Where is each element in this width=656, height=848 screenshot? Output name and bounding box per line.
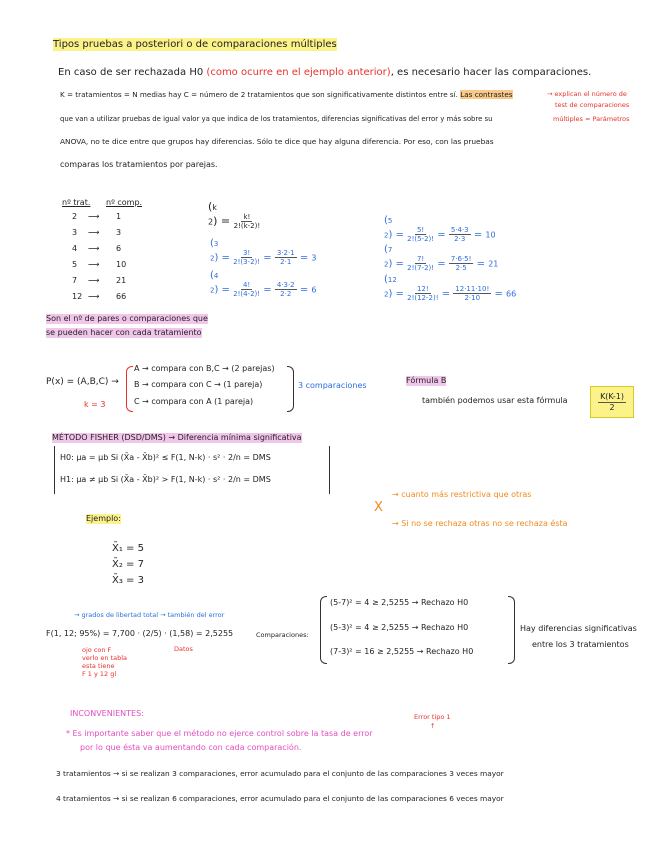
example-label: Ejemplo:	[86, 514, 121, 523]
page-title: Tipos pruebas a posteriori o de comparaciones múltiples	[53, 39, 337, 50]
intro-1c: , es necesario hacer las comparaciones.	[390, 67, 592, 78]
f5-bot: 2!(5-2)!	[407, 235, 435, 243]
inconvenientes-title: INCONVENIENTES:	[70, 709, 144, 718]
table-caption-1: Son el nº de pares o comparaciones que	[46, 314, 208, 323]
table-row-c: 66	[116, 292, 127, 301]
pairs-alt-box	[590, 386, 634, 418]
pairs-result: 3 comparaciones	[298, 381, 367, 390]
pairs-lead: P(x) = (A,B,C) →	[46, 377, 119, 387]
table-row-arrow: ⟶	[88, 276, 100, 285]
table-row-c: 3	[116, 228, 122, 237]
f7-mid-bot: 2·5	[455, 264, 467, 272]
f7-mid-top: 7·6·5!	[450, 255, 472, 263]
dms-title: MÉTODO FISHER (DSD/DMS) → Diferencia mínima significativa	[52, 433, 302, 442]
pairs-alt-text: también podemos usar esta fórmula	[422, 396, 568, 405]
pairs-bracket-right	[287, 366, 294, 412]
f3-top: 3!	[242, 249, 251, 257]
f12-top: 12!	[416, 285, 429, 293]
f4-res: 6	[311, 285, 317, 295]
table-row-c: 21	[116, 276, 127, 285]
example-x2: X̄₂ = 7	[112, 559, 144, 570]
pairs-a: A → compara con B,C → (2 parejas)	[134, 364, 275, 373]
f3-res: 3	[311, 253, 317, 263]
table-caption-2: se pueden hacer con cada tratamiento	[46, 328, 202, 337]
intro-line-3: que van a utilizar pruebas de igual valor ya que indica de los tratamientos, diferencias significativas del error y más sobre su	[60, 115, 493, 123]
intro-line-1	[58, 66, 591, 79]
f7-top: 7!	[416, 255, 425, 263]
formula-k7: (7 2) = $\frac{7!}{2!(7-2)!}$ = $\frac{7\cdot 6\cdot 5!}{2\cdot 5}$ = 21	[384, 244, 499, 272]
table-header-c: nº comp.	[106, 198, 143, 207]
inconvenientes-error-tipo: Error tipo 1	[414, 713, 451, 721]
pairs-alt-label: Fórmula B	[406, 376, 447, 385]
table-row-k: 7	[72, 276, 78, 285]
intro-2d: test de comparaciones	[555, 101, 630, 109]
dms-row-1: H0: μa = μb Si (X̄a - X̄b)² ≤ F(1, N-k) · s² · 2/n = DMS	[60, 453, 271, 462]
table-header-k: nº trat.	[62, 198, 91, 207]
intro-line-4: ANOVA, no te dice entre que grupos hay diferencias. Sólo te dice que hay alguna diferencia. Por eso, con las pruebas	[60, 137, 494, 146]
f4-mid-top: 4·3·2	[276, 281, 295, 289]
table-row-c: 6	[116, 244, 122, 253]
example-x3: X̄₃ = 3	[112, 575, 144, 586]
example-comparaciones-label: Comparaciones:	[256, 631, 309, 639]
f5-mid-bot: 2·3	[454, 235, 466, 243]
intro-3b: múltiples = Parámetros	[553, 115, 630, 123]
table-row-c: 1	[116, 212, 122, 221]
example-red-4: F 1 y 12 gl	[82, 670, 117, 678]
formula-k3: (3 2) = $\frac{3!}{2!(3-2)!}$ = $\frac{3\cdot 2\cdot 1}{2\cdot 1}$ = 3	[210, 238, 317, 266]
intro-line-5: comparas los tratamientos por parejas.	[60, 160, 218, 169]
intro-2a: K = tratamientos = N medias hay C = número de 2 tratamientos que son significativamente distintos entre sí.	[60, 90, 458, 99]
example-x1: X̄₁ = 5	[112, 543, 144, 554]
table-row-k: 2	[72, 212, 78, 221]
intro-1b: (como ocurre en el ejemplo anterior)	[206, 67, 391, 78]
table-row-k: 4	[72, 244, 78, 253]
table-row-c: 10	[116, 260, 127, 269]
inconvenientes-line-4: 4 tratamientos → si se realizan 6 comparaciones, error acumulado para el conjunto de las comparaciones 6 veces mayor	[56, 794, 504, 803]
intro-2c: → explican el número de	[547, 90, 627, 98]
formula-general: (k 2) = $\frac{k!}{2!(k-2)!}$	[208, 200, 261, 230]
pairs-alt-bot: 2	[609, 402, 615, 412]
intro-line-2	[60, 89, 513, 101]
dms-row-2: H1: μa ≠ μb Si (X̄a - X̄b)² > F(1, N-k) · s² · 2/n = DMS	[60, 475, 271, 484]
formula-general-top: k!	[243, 213, 251, 221]
formula-general-bot: 2!(k-2)!	[233, 222, 261, 230]
example-bracket-right	[508, 596, 515, 664]
example-c3: (7-3)² = 16 ≥ 2,5255 → Rechazo H0	[330, 647, 474, 656]
example-red-5: Datos	[174, 645, 193, 653]
example-c2: (5-3)² = 4 ≥ 2,5255 → Rechazo H0	[330, 623, 469, 632]
example-c1: (5-7)² = 4 ≥ 2,5255 → Rechazo H0	[330, 598, 469, 607]
intro-2b: Las contrastes	[460, 90, 513, 99]
inconvenientes-line-2: por lo que ésta va aumentando con cada comparación.	[80, 743, 302, 752]
f5-top: 5!	[416, 226, 425, 234]
example-conclusion-1: Hay diferencias significativas	[520, 624, 637, 633]
f4-bot: 2!(4-2)!	[233, 290, 261, 298]
example-red-3: esta tiene	[82, 662, 115, 670]
f12-mid-bot: 2·10	[464, 294, 481, 302]
note-mark: X	[374, 500, 383, 515]
f4-mid-bot: 2·2	[280, 290, 292, 298]
f3-mid-bot: 2·1	[280, 258, 292, 266]
table-row-arrow: ⟶	[88, 228, 100, 237]
pairs-bracket-left	[126, 366, 133, 412]
f12-res: 66	[506, 289, 517, 299]
formula-k12: (12 2) = $\frac{12!}{2!(12-2)!}$ = $\frac{12\cdot 11\cdot 10!}{2\cdot 10}$ = 66	[384, 274, 517, 302]
example-conclusion-2: entre los 3 tratamientos	[532, 640, 629, 649]
example-blue-note: → grados de libertad total → también del error	[74, 611, 225, 619]
note-line-1: → cuanto más restrictiva que otras	[392, 490, 532, 499]
example-bracket-left	[320, 596, 327, 664]
pairs-b: B → compara con C → (1 pareja)	[134, 380, 263, 389]
pairs-alt-top: K(K-1)	[600, 391, 624, 401]
example-red-2: verlo en tabla	[82, 654, 127, 662]
f7-res: 21	[488, 259, 499, 269]
table-row-arrow: ⟶	[88, 260, 100, 269]
table-row-k: 5	[72, 260, 78, 269]
f3-mid-top: 3·2·1	[276, 249, 295, 257]
f5-mid-top: 5·4·3	[450, 226, 469, 234]
table-row-k: 3	[72, 228, 78, 237]
note-line-2: → Si no se rechaza otras no se rechaza ésta	[392, 519, 568, 528]
pairs-sub: k = 3	[84, 400, 106, 409]
formula-k5: (5 2) = $\frac{5!}{2!(5-2)!}$ = $\frac{5\cdot 4\cdot 3}{2\cdot 3}$ = 10	[384, 215, 496, 243]
inconvenientes-line-3: 3 tratamientos → si se realizan 3 comparaciones, error acumulado para el conjunto de las comparaciones 3 veces mayor	[56, 769, 504, 778]
pairs-c: C → compara con A (1 pareja)	[134, 397, 254, 406]
inconvenientes-arrow: ↑	[430, 722, 436, 730]
f12-bot: 2!(12-2)!	[407, 294, 439, 302]
f7-bot: 2!(7-2)!	[407, 264, 435, 272]
table-row-arrow: ⟶	[88, 244, 100, 253]
table-row-arrow: ⟶	[88, 212, 100, 221]
inconvenientes-line-1: * Es importante saber que el método no ejerce control sobre la tasa de error	[66, 729, 373, 738]
formula-k4: (4 2) = $\frac{4!}{2!(4-2)!}$ = $\frac{4\cdot 3\cdot 2}{2\cdot 2}$ = 6	[210, 270, 317, 298]
table-row-arrow: ⟶	[88, 292, 100, 301]
f5-res: 10	[485, 230, 496, 240]
intro-1a: En caso de ser rechazada H0	[58, 67, 204, 78]
example-formula: F(1, 12; 95%) = 7,700 · (2/5) · (1,58) = 2,5255	[46, 629, 234, 638]
f4-top: 4!	[242, 281, 251, 289]
example-red-1: ojo con F	[82, 646, 112, 654]
table-row-k: 12	[72, 292, 83, 301]
f12-mid-top: 12·11·10!	[455, 285, 490, 293]
f3-bot: 2!(3-2)!	[233, 258, 261, 266]
